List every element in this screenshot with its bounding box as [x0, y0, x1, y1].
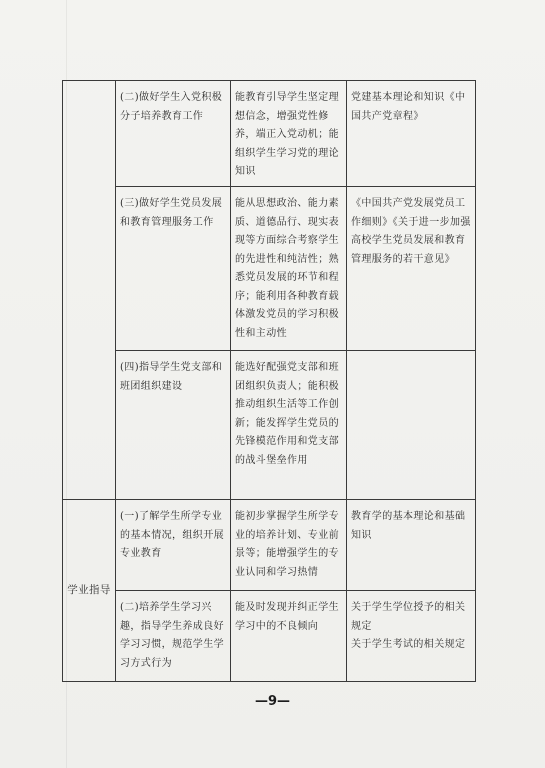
task-cell: (二)做好学生入党积极分子培养教育工作 — [116, 81, 231, 187]
knowledge-cell: 党建基本理论和知识《中国共产党章程》 — [347, 81, 476, 187]
page-number: —9— — [254, 694, 291, 709]
task-cell: (一)了解学生所学专业的基本情况，组织开展专业教育 — [116, 500, 231, 591]
table-row — [63, 187, 476, 351]
ability-cell: 能教育引导学生坚定理想信念，增强党性修养，端正入党动机；能组织学生学习党的理论知识 — [231, 81, 347, 187]
ability-cell: 能初步掌握学生所学专业的培养计划、专业前景等；能增强学生的专业认同和学习热情 — [231, 500, 347, 591]
task-cell: (三)做好学生党员发展和教育管理服务工作 — [116, 187, 231, 351]
ability-cell: 能及时发现并纠正学生学习中的不良倾向 — [231, 591, 347, 682]
duty-table — [62, 80, 476, 682]
ability-cell: 能从思想政治、能力素质、道德品行、现实表现等方面综合考察学生的先进性和纯洁性；熟悉党员发展的环节和程序；能利用各种教育载体激发党员的学习积极性和主动性 — [231, 187, 347, 351]
knowledge-cell — [347, 351, 476, 500]
ability-cell: 能选好配强党支部和班团组织负责人；能积极推动组织生活等工作创新；能发挥学生党员的先锋模范作用和党支部的战斗堡垒作用 — [231, 351, 347, 500]
table-row — [63, 81, 476, 187]
knowledge-cell: 关于学生学位授予的相关规定 关于学生考试的相关规定 — [347, 591, 476, 682]
table-row — [63, 500, 476, 591]
category-cell-empty — [63, 81, 116, 500]
knowledge-cell: 教育学的基本理论和基础知识 — [347, 500, 476, 591]
knowledge-cell: 《中国共产党发展党员工作细则》《关于进一步加强高校学生党员发展和教育管理服务的若干意见》 — [347, 187, 476, 351]
table-row — [63, 591, 476, 682]
table-row — [63, 351, 476, 500]
task-cell: (四)指导学生党支部和班团组织建设 — [116, 351, 231, 500]
category-cell: 学业指导 — [63, 500, 116, 682]
task-cell: (二)培养学生学习兴趣，指导学生养成良好学习习惯，规范学生学习方式行为 — [116, 591, 231, 682]
